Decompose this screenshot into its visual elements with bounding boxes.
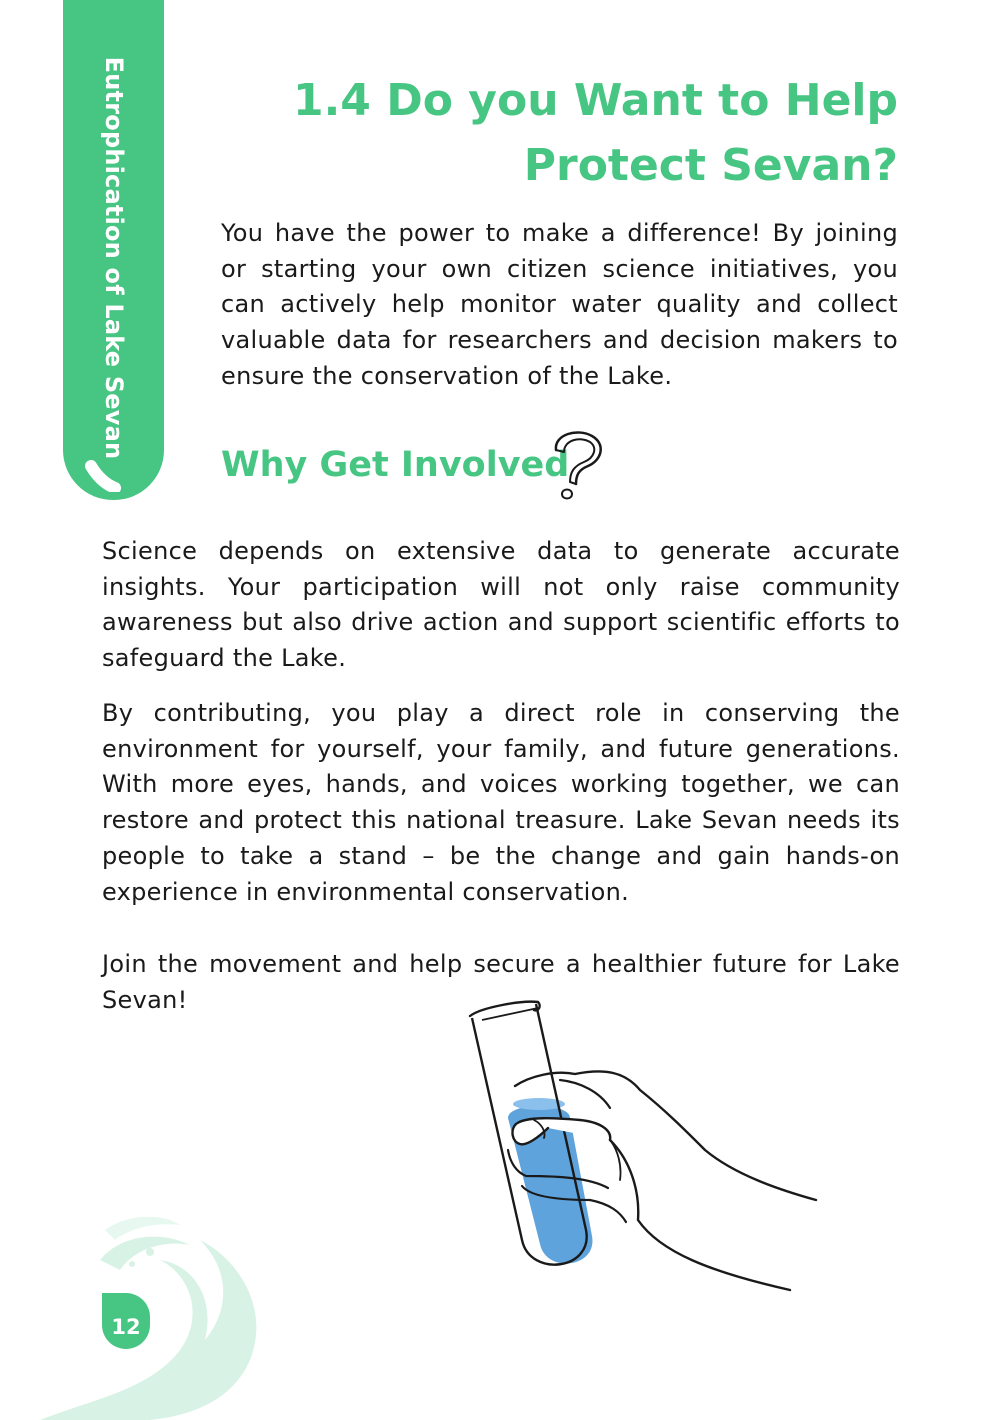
page-title: 1.4 Do you Want to Help Protect Sevan? bbox=[292, 75, 898, 191]
science-paragraph: Science depends on extensive data to generate accurate insights. Your participation will not only raise community awareness but also drive action and support scientific efforts to safeguard the Lake. bbox=[102, 537, 900, 673]
question-mark-icon bbox=[548, 426, 608, 502]
hand-holding-test-tube-icon bbox=[460, 990, 830, 1300]
section-subheading: Why Get Involved bbox=[221, 445, 570, 485]
leaf-mark-icon bbox=[83, 448, 143, 492]
page-number: 12 bbox=[102, 1293, 150, 1349]
chapter-label: Eutrophication of Lake Sevan bbox=[100, 56, 128, 460]
call-to-action-paragraph: Join the movement and help secure a healthier future for Lake Sevan! bbox=[102, 950, 900, 1014]
contribution-paragraph: By contributing, you play a direct role in conserving the environment for yourself, your family, and future generations. With more eyes, hands, and voices working together, we can restore and protect this national treasure. Lake Sevan needs its people to take a stand – be the change and gain hands-on experience in environmental conservation. bbox=[102, 699, 900, 906]
side-tab bbox=[63, 0, 164, 500]
intro-paragraph: You have the power to make a difference! By joining or starting your own citizen science initiatives, you can actively help monitor water quality and collect valuable data for researchers and decision makers to ensure the conservation of the Lake. bbox=[221, 219, 898, 390]
water-splash-icon bbox=[30, 1200, 280, 1420]
